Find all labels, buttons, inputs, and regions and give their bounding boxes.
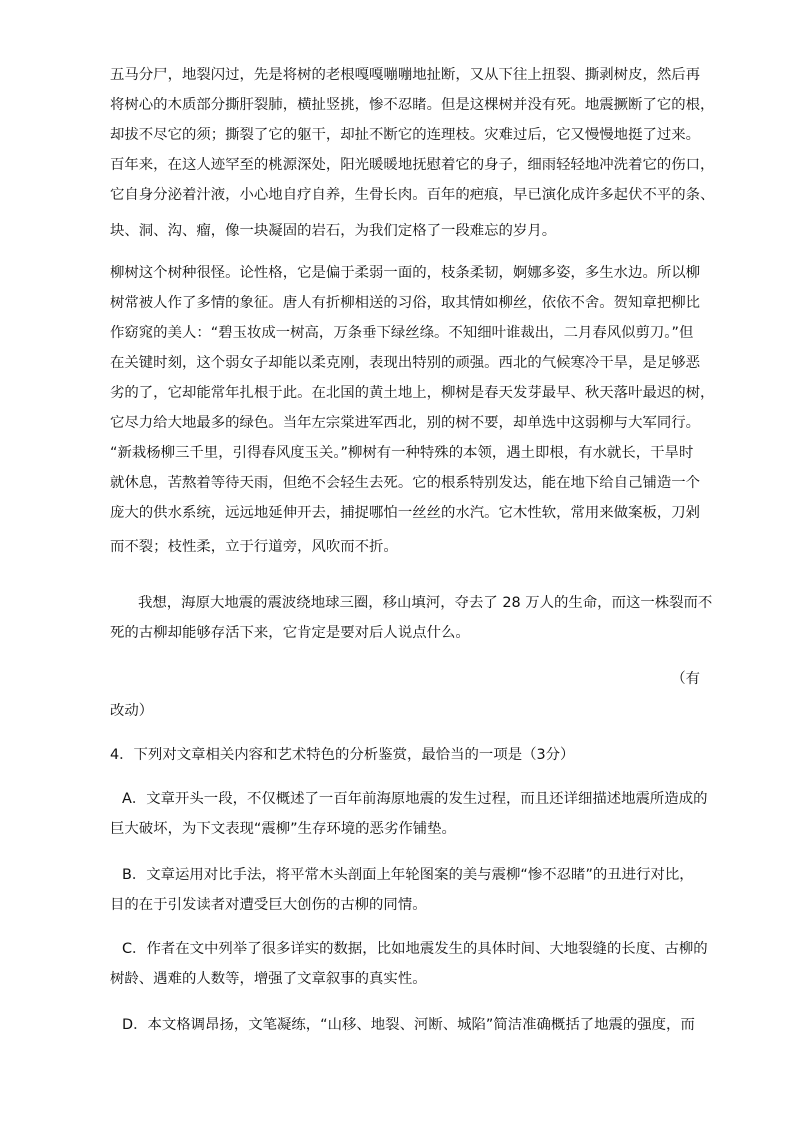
text-line: 就休息，苦熬着等待天雨，但绝不会轻生去死。它的根系特别发达，能在地下给自己铺造一个 (110, 475, 701, 491)
text-line: 劣的了，它却能常年扎根于此。在北国的黄土地上，柳树是春天发芽最早、秋天落叶最迟的树， (110, 385, 715, 401)
question-stem (110, 746, 700, 766)
passage-paragraph-3 (110, 594, 713, 654)
option-c (110, 940, 708, 990)
text-line: 而不裂；枝性柔，立于行道旁，风吹而不折。 (110, 539, 398, 555)
note-text: （有 (671, 671, 700, 687)
question-text: 4．下列对文章相关内容和艺术特色的分析鉴赏，最恰当的一项是（3分） (110, 747, 575, 763)
option-d (110, 1016, 700, 1036)
text-line: 树常被人作了多情的象征。唐人有折柳相送的习俗，取其情如柳丝，依依不舍。贺知章把柳比 (110, 295, 701, 311)
option-a (110, 790, 708, 840)
passage-paragraph-1 (110, 66, 715, 246)
text-line: 它尽力给大地最多的绿色。当年左宗棠进军西北，别的树不要，却单选中这弱柳与大军同行。 (110, 415, 701, 431)
text-line: 百年来，在这人迹罕至的桃源深处，阳光暖暖地抚慰着它的身子，细雨轻轻地冲洗着它的伤口， (110, 157, 715, 173)
text-line: 作窈窕的美人：“碧玉妆成一树高，万条垂下绿丝绦。不知细叶谁裁出，二月春风似剪刀。”但 (110, 325, 694, 341)
option-text: 巨大破坏，为下文表现“震柳”生存环境的恶劣作铺垫。 (110, 821, 456, 837)
text-line: 却拔不尽它的须；撕裂了它的躯干，却扯不断它的连理枝。灾难过后，它又慢慢地挺了过来。 (110, 127, 701, 143)
passage-paragraph-2 (110, 264, 715, 564)
option-text: B．文章运用对比手法，将平常木头剖面上年轮图案的美与震柳“惨不忍睹”的丑进行对比， (122, 867, 694, 883)
text-line: 它自身分泌着汁液，小心地自疗自养，生骨长肉。百年的疤痕，早已演化成许多起伏不平的条、 (110, 187, 715, 203)
text-line: 死的古柳却能够存活下来，它肯定是要对后人说点什么。 (110, 625, 470, 641)
text-line: 五马分尸，地裂闪过，先是将树的老根嘎嘎嘣嘣地扯断，又从下往上扭裂、撕剥树皮，然后再 (110, 67, 701, 83)
option-text: C．作者在文中列举了很多详实的数据，比如地震发生的具体时间、大地裂缝的长度、古柳的 (122, 941, 708, 957)
text-line: 将树心的木质部分撕肝裂肺，横扯竖挑，惨不忍睹。但是这棵树并没有死。地震撅断了它的根， (110, 97, 715, 113)
text-line: 在关键时刻，这个弱女子却能以柔克刚，表现出特别的顽强。西北的气候寒冷干旱，是足够恶 (110, 355, 701, 371)
text-line: 块、洞、沟、瘤，像一块凝固的岩石，为我们定格了一段难忘的岁月。 (110, 223, 557, 239)
text-line: “新栽杨柳三千里，引得春风度玉关。”柳树有一种特殊的本领，遇土即根，有水就长，干旱时 (110, 445, 694, 461)
option-text: D．本文格调昂扬，文笔凝练，“山移、地裂、河断、城陷”简洁准确概括了地震的强度，而 (122, 1017, 695, 1033)
text-line: 庞大的供水系统，远远地延伸开去，捕捉哪怕一丝丝的水汽。它木性软，常用来做案板，刀剁 (110, 505, 701, 521)
option-b (110, 866, 700, 916)
adaptation-note (110, 670, 700, 724)
option-text: A．文章开头一段，不仅概述了一百年前海原地震的发生过程，而且还详细描述地震所造成的 (122, 791, 708, 807)
text-line: 我想，海原大地震的震波绕地球三圈，移山填河，夺去了 28 万人的生命，而这一株裂而不 (138, 595, 713, 611)
note-text: 改动） (110, 703, 154, 719)
text-line: 柳树这个树种很怪。论性格，它是偏于柔弱一面的，枝条柔韧，婀娜多姿，多生水边。所以柳 (110, 265, 701, 281)
option-text: 目的在于引发读者对遭受巨大创伤的古柳的同情。 (110, 897, 427, 913)
option-text: 树龄、遇难的人数等，增强了文章叙事的真实性。 (110, 971, 427, 987)
